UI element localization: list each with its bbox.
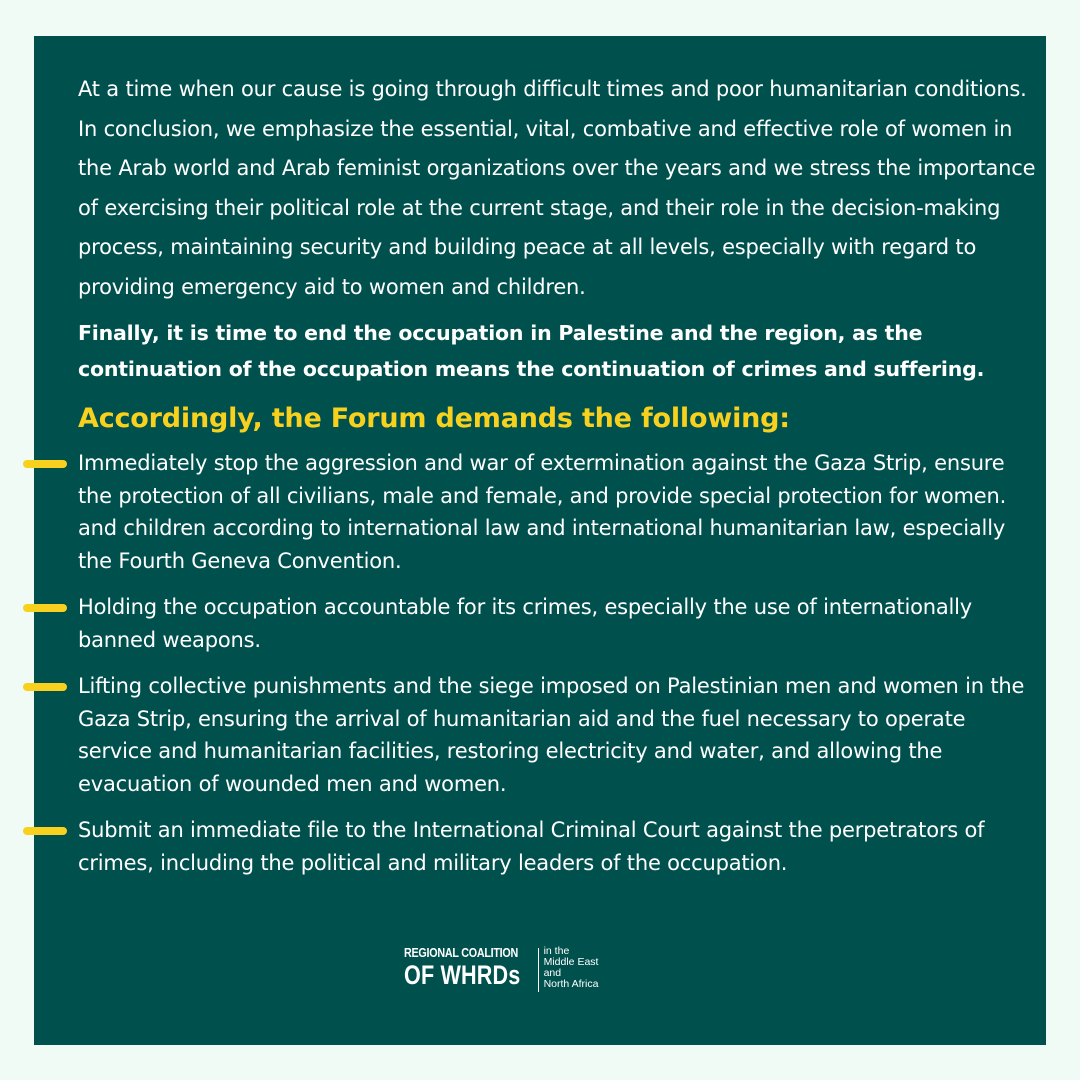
coalition-logo bbox=[404, 946, 598, 994]
intro-paragraph-1: At a time when our cause is going through difficult times and poor humanitarian conditions. bbox=[78, 77, 1027, 101]
demand-item bbox=[78, 670, 1038, 800]
demand-item bbox=[78, 814, 1038, 879]
demand-text: Lifting collective punishments and the siege imposed on Palestinian men and women in the Gaza Strip, ensuring the arrival of humanitarian aid and the fuel necessary to operate service and humanitarian facilities, restoring electricity and water, and allowing the evacuation of wounded men and women. bbox=[78, 674, 1025, 796]
demands-list bbox=[78, 447, 1038, 879]
demands-heading: Accordingly, the Forum demands the following: bbox=[78, 403, 790, 434]
demand-item bbox=[78, 447, 1038, 577]
demand-item bbox=[78, 591, 1038, 656]
demand-text: Immediately stop the aggression and war of extermination against the Gaza Strip, ensure the protection of all civilians, male and female, and provide special protection for women. and children according to international law and international humanitarian law, especially the Fourth Geneva Convention. bbox=[78, 451, 1007, 573]
logo-region bbox=[544, 946, 599, 990]
intro-paragraph-2: In conclusion, we emphasize the essential, vital, combative and effective role of women in the Arab world and Arab feminist organizations over the years and we stress the importance of exercising their political role at the current stage, and their role in the decision-making process, maintaining security and building peace at all levels, especially with regard to providing emergency aid to women and children. bbox=[78, 116, 1036, 299]
demand-text: Submit an immediate file to the International Criminal Court against the perpetrators of crimes, including the political and military leaders of the occupation. bbox=[78, 818, 985, 875]
logo-divider bbox=[538, 948, 539, 992]
logo-line-2: OF WHRDs bbox=[404, 960, 521, 990]
dash-bullet-icon bbox=[23, 460, 67, 468]
logo-wordmark bbox=[404, 946, 550, 990]
bold-statement: Finally, it is time to end the occupation in Palestine and the region, as the continuation of the occupation means the continuation of crimes and suffering. bbox=[78, 321, 985, 381]
content-panel bbox=[34, 36, 1046, 1045]
dash-bullet-icon bbox=[23, 683, 67, 691]
statement-content bbox=[78, 70, 1038, 893]
logo-region-line: in the bbox=[543, 945, 570, 957]
demand-text: Holding the occupation accountable for its crimes, especially the use of internationally banned weapons. bbox=[78, 595, 973, 652]
dash-bullet-icon bbox=[23, 827, 67, 835]
logo-line-1: REGIONAL COALITION bbox=[404, 946, 519, 960]
intro-section bbox=[78, 70, 1038, 307]
dash-bullet-icon bbox=[23, 604, 67, 612]
logo-region-line: Middle East bbox=[543, 956, 599, 968]
logo-region-line: North Africa bbox=[543, 978, 599, 990]
logo-region-line: and bbox=[543, 967, 562, 979]
